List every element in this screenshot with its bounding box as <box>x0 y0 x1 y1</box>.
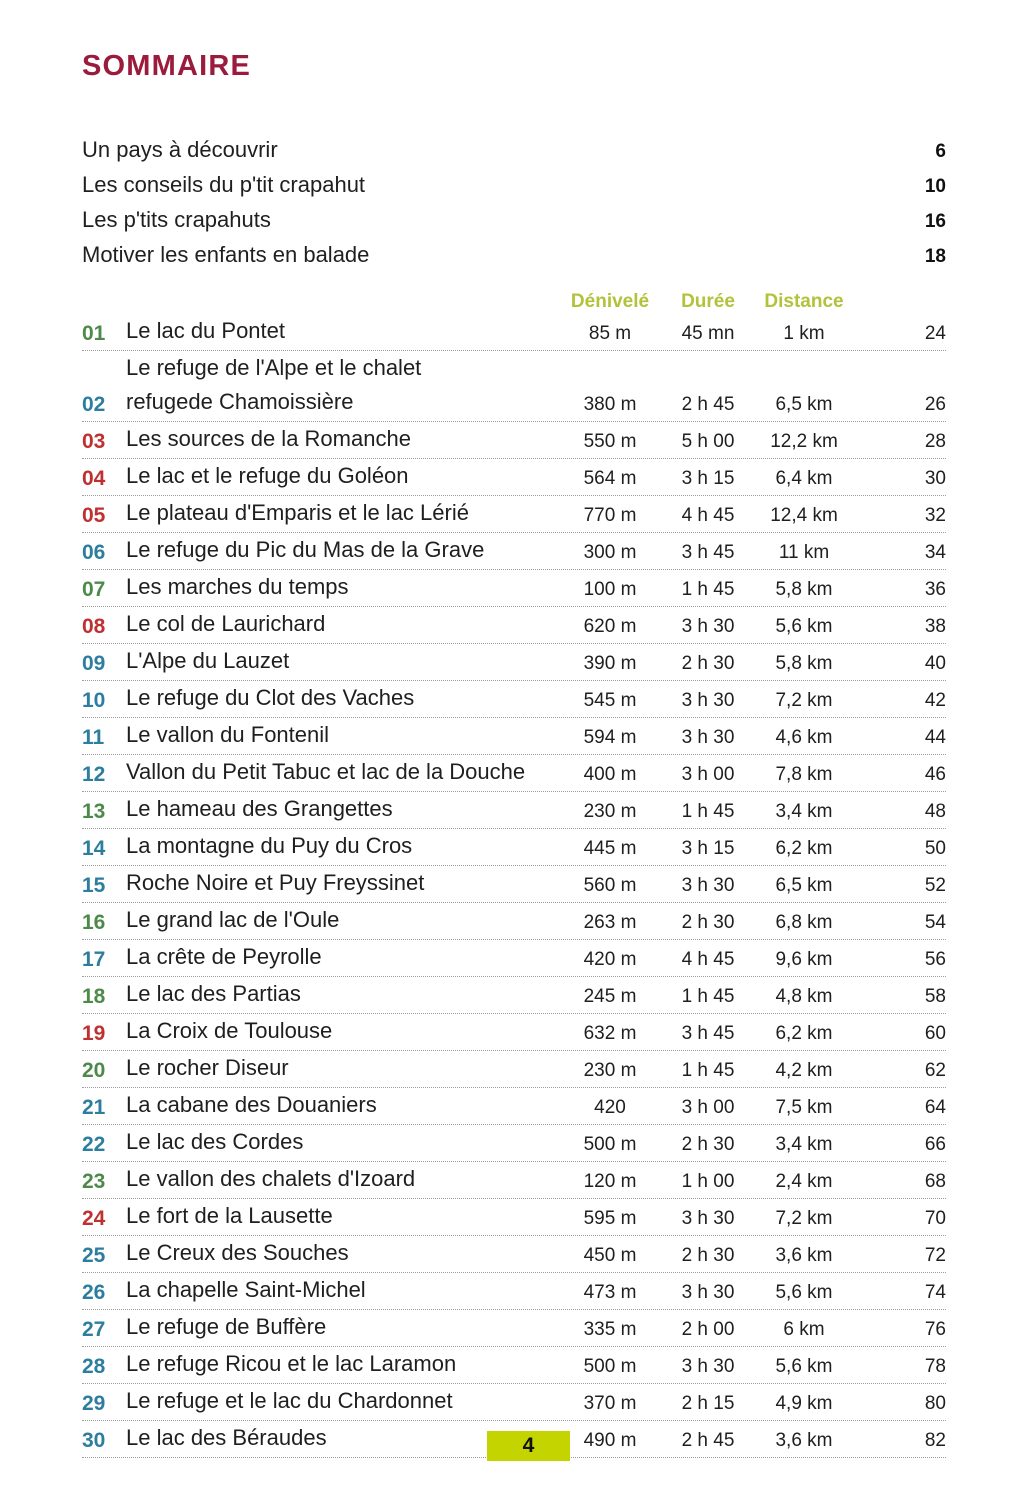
row-denivele: 770 m <box>583 505 637 526</box>
row-page-number: 80 <box>924 1393 946 1414</box>
row-denivele: 620 m <box>583 616 637 637</box>
row-number: 18 <box>82 985 106 1008</box>
table-row[interactable] <box>82 755 946 792</box>
row-distance: 6,5 km <box>775 875 833 896</box>
table-row[interactable] <box>82 681 946 718</box>
row-distance: 3,6 km <box>775 1245 833 1266</box>
row-page-number: 48 <box>924 801 946 822</box>
row-denivele: 595 m <box>583 1208 637 1229</box>
row-page-number: 70 <box>924 1208 946 1229</box>
row-duree: 1 h 45 <box>681 1060 735 1081</box>
row-denivele: 632 m <box>583 1023 637 1044</box>
row-title: Vallon du Petit Tabuc et lac de la Douche <box>126 759 526 784</box>
row-title: Le grand lac de l'Oule <box>126 907 340 932</box>
row-number: 06 <box>82 541 106 564</box>
row-page-number: 44 <box>924 727 946 748</box>
row-number: 11 <box>82 726 105 749</box>
row-duree: 2 h 15 <box>681 1393 735 1414</box>
row-page-number: 64 <box>924 1097 946 1118</box>
table-row[interactable] <box>82 866 946 903</box>
row-page-number: 56 <box>924 949 946 970</box>
row-distance: 6,4 km <box>775 468 833 489</box>
row-number: 25 <box>82 1244 106 1267</box>
row-page-number: 40 <box>924 653 946 674</box>
row-denivele: 263 m <box>583 912 637 933</box>
row-number: 03 <box>82 430 106 453</box>
table-row[interactable] <box>82 533 946 570</box>
row-duree: 3 h 30 <box>681 1282 735 1303</box>
row-duree: 3 h 30 <box>681 875 735 896</box>
row-denivele: 550 m <box>583 431 637 452</box>
table-row[interactable] <box>82 1199 946 1236</box>
row-page-number: 72 <box>924 1245 946 1266</box>
row-duree: 3 h 30 <box>681 690 735 711</box>
row-title: Le fort de la Lausette <box>126 1203 333 1228</box>
row-duree: 3 h 15 <box>681 468 735 489</box>
row-title: La chapelle Saint-Michel <box>126 1277 366 1302</box>
row-number: 05 <box>82 504 106 527</box>
row-title: Roche Noire et Puy Freyssinet <box>126 870 425 895</box>
intro-row[interactable] <box>82 242 946 277</box>
row-number: 29 <box>82 1392 106 1415</box>
row-duree: 3 h 30 <box>681 616 735 637</box>
row-number: 17 <box>82 948 106 971</box>
row-title-line2: refugede Chamoissière <box>126 389 354 414</box>
row-duree: 3 h 30 <box>681 1356 735 1377</box>
row-distance: 6,2 km <box>775 838 833 859</box>
row-number: 19 <box>82 1022 106 1045</box>
row-title: Le refuge de Buffère <box>126 1314 327 1339</box>
row-denivele: 445 m <box>583 838 637 859</box>
row-number: 22 <box>82 1133 106 1156</box>
table-row[interactable] <box>82 977 946 1014</box>
footer-page-badge <box>487 1431 570 1461</box>
row-denivele: 564 m <box>583 468 637 489</box>
row-denivele: 473 m <box>583 1282 637 1303</box>
row-page-number: 34 <box>924 542 946 563</box>
row-title: Le plateau d'Emparis et le lac Lérié <box>126 500 469 525</box>
table-row[interactable] <box>82 1125 946 1162</box>
row-denivele: 450 m <box>583 1245 637 1266</box>
table-row[interactable] <box>82 459 946 496</box>
page-title: SOMMAIRE <box>82 50 252 82</box>
intro-page-number: 6 <box>935 141 946 162</box>
row-number: 02 <box>82 393 106 416</box>
row-title-line1: Le refuge de l'Alpe et le chalet <box>126 355 422 380</box>
row-page-number: 54 <box>924 912 946 933</box>
row-denivele: 300 m <box>583 542 637 563</box>
table-row[interactable] <box>82 1162 946 1199</box>
intro-row[interactable] <box>82 137 946 172</box>
intro-label: Un pays à découvrir <box>82 137 278 162</box>
row-page-number: 50 <box>924 838 946 859</box>
row-duree: 3 h 00 <box>681 764 735 785</box>
row-page-number: 78 <box>924 1356 946 1377</box>
row-duree: 3 h 30 <box>681 727 735 748</box>
row-title: Le refuge et le lac du Chardonnet <box>126 1388 453 1413</box>
row-title: L'Alpe du Lauzet <box>126 648 290 673</box>
row-page-number: 68 <box>924 1171 946 1192</box>
header-page <box>856 291 946 313</box>
row-denivele: 230 m <box>583 1060 637 1081</box>
row-denivele: 100 m <box>583 579 637 600</box>
header-distance: Distance <box>764 291 844 312</box>
row-number: 24 <box>82 1207 106 1230</box>
row-denivele: 420 <box>594 1097 626 1118</box>
row-duree: 4 h 45 <box>681 505 735 526</box>
row-number: 23 <box>82 1170 106 1193</box>
row-duree: 2 h 30 <box>681 1134 735 1155</box>
row-page-number: 26 <box>924 394 946 415</box>
row-title: Le lac et le refuge du Goléon <box>126 463 409 488</box>
row-number: 26 <box>82 1281 106 1304</box>
row-distance: 3,4 km <box>775 801 833 822</box>
row-denivele: 370 m <box>583 1393 637 1414</box>
row-distance: 7,2 km <box>775 1208 833 1229</box>
intro-list <box>82 137 946 277</box>
row-number: 07 <box>82 578 106 601</box>
row-duree: 2 h 30 <box>681 653 735 674</box>
table-row[interactable] <box>82 1051 946 1088</box>
intro-row[interactable] <box>82 172 946 207</box>
row-title: Le vallon du Fontenil <box>126 722 330 747</box>
row-title: Le lac des Partias <box>126 981 301 1006</box>
table-row[interactable] <box>82 644 946 681</box>
row-number: 15 <box>82 874 106 897</box>
header-duree: Durée <box>681 291 735 312</box>
row-distance: 6,5 km <box>775 394 833 415</box>
row-page-number: 52 <box>924 875 946 896</box>
row-title: Les marches du temps <box>126 574 349 599</box>
intro-page-number: 18 <box>924 246 946 267</box>
row-number: 28 <box>82 1355 106 1378</box>
row-title <box>126 351 556 420</box>
row-title: Le rocher Diseur <box>126 1055 289 1080</box>
row-title: Le col de Laurichard <box>126 611 326 636</box>
table-row[interactable] <box>82 792 946 829</box>
row-page-number: 60 <box>924 1023 946 1044</box>
row-duree: 2 h 30 <box>681 912 735 933</box>
row-page-number: 58 <box>924 986 946 1007</box>
row-duree: 5 h 00 <box>681 431 735 452</box>
row-page-number: 82 <box>924 1430 946 1451</box>
intro-page-number: 10 <box>924 176 946 197</box>
row-duree: 2 h 00 <box>681 1319 735 1340</box>
row-distance: 3,4 km <box>775 1134 833 1155</box>
row-distance: 5,8 km <box>775 579 833 600</box>
row-title: La Croix de Toulouse <box>126 1018 333 1043</box>
row-distance: 6,2 km <box>775 1023 833 1044</box>
row-distance: 6 km <box>783 1319 825 1340</box>
header-denivele: Dénivelé <box>570 291 650 312</box>
row-page-number: 46 <box>924 764 946 785</box>
table-row[interactable] <box>82 718 946 755</box>
row-denivele: 380 m <box>583 394 637 415</box>
row-denivele: 560 m <box>583 875 637 896</box>
row-duree: 1 h 45 <box>681 579 735 600</box>
row-distance: 6,8 km <box>775 912 833 933</box>
row-distance: 3,6 km <box>775 1430 833 1451</box>
row-title: La crête de Peyrolle <box>126 944 322 969</box>
row-duree: 3 h 00 <box>681 1097 735 1118</box>
intro-label: Motiver les enfants en balade <box>82 242 370 267</box>
table-row[interactable] <box>82 1014 946 1051</box>
table-row[interactable] <box>82 1384 946 1421</box>
intro-row[interactable] <box>82 207 946 242</box>
row-duree: 2 h 30 <box>681 1245 735 1266</box>
table-row[interactable] <box>82 351 946 422</box>
row-number: 04 <box>82 467 106 490</box>
intro-label: Les p'tits crapahuts <box>82 207 271 232</box>
row-distance: 9,6 km <box>775 949 833 970</box>
row-title: Le lac du Pontet <box>126 318 286 343</box>
table-column-headers <box>82 291 946 313</box>
table-row[interactable] <box>82 422 946 459</box>
row-distance: 5,6 km <box>775 616 833 637</box>
toc-table <box>82 314 946 1458</box>
header-spacer <box>82 291 556 313</box>
row-duree: 1 h 45 <box>681 801 735 822</box>
row-number: 12 <box>82 763 106 786</box>
row-title: Le Creux des Souches <box>126 1240 349 1265</box>
row-duree: 4 h 45 <box>681 949 735 970</box>
row-denivele: 85 m <box>588 323 632 344</box>
row-distance: 7,5 km <box>775 1097 833 1118</box>
row-number: 20 <box>82 1059 106 1082</box>
row-title: La montagne du Puy du Cros <box>126 833 413 858</box>
row-page-number: 32 <box>924 505 946 526</box>
row-number: 16 <box>82 911 106 934</box>
row-number: 14 <box>82 837 106 860</box>
row-duree: 2 h 45 <box>681 394 735 415</box>
row-denivele: 120 m <box>583 1171 637 1192</box>
row-distance: 5,8 km <box>775 653 833 674</box>
row-distance: 4,6 km <box>775 727 833 748</box>
row-distance: 5,6 km <box>775 1282 833 1303</box>
row-page-number: 24 <box>924 323 946 344</box>
row-title: Le lac des Cordes <box>126 1129 304 1154</box>
row-page-number: 42 <box>924 690 946 711</box>
row-duree: 1 h 45 <box>681 986 735 1007</box>
row-denivele: 490 m <box>583 1430 637 1451</box>
row-number: 01 <box>82 322 106 345</box>
row-distance: 1 km <box>783 323 825 344</box>
table-row[interactable] <box>82 496 946 533</box>
table-row[interactable] <box>82 829 946 866</box>
row-page-number: 30 <box>924 468 946 489</box>
row-page-number: 62 <box>924 1060 946 1081</box>
row-duree: 45 mn <box>681 323 735 344</box>
intro-page-number: 16 <box>924 211 946 232</box>
intro-label: Les conseils du p'tit crapahut <box>82 172 366 197</box>
row-distance: 5,6 km <box>775 1356 833 1377</box>
row-denivele: 500 m <box>583 1356 637 1377</box>
row-duree: 2 h 45 <box>681 1430 735 1451</box>
row-number: 30 <box>82 1429 106 1452</box>
table-row[interactable] <box>82 1273 946 1310</box>
table-row[interactable] <box>82 903 946 940</box>
row-number: 27 <box>82 1318 106 1341</box>
row-number: 09 <box>82 652 106 675</box>
row-duree: 3 h 15 <box>681 838 735 859</box>
row-distance: 4,9 km <box>775 1393 833 1414</box>
row-page-number: 76 <box>924 1319 946 1340</box>
row-duree: 3 h 45 <box>681 542 735 563</box>
row-denivele: 594 m <box>583 727 637 748</box>
row-title: Le lac des Béraudes <box>126 1425 327 1450</box>
row-duree: 3 h 30 <box>681 1208 735 1229</box>
table-row[interactable] <box>82 1347 946 1384</box>
row-distance: 2,4 km <box>775 1171 833 1192</box>
row-distance: 7,8 km <box>775 764 833 785</box>
row-page-number: 28 <box>924 431 946 452</box>
row-denivele: 420 m <box>583 949 637 970</box>
row-number: 13 <box>82 800 106 823</box>
table-row[interactable] <box>82 940 946 977</box>
row-number: 10 <box>82 689 106 712</box>
row-title: Le vallon des chalets d'Izoard <box>126 1166 416 1191</box>
table-row[interactable] <box>82 1310 946 1347</box>
row-denivele: 230 m <box>583 801 637 822</box>
row-title: Le refuge Ricou et le lac Laramon <box>126 1351 457 1376</box>
row-denivele: 545 m <box>583 690 637 711</box>
row-page-number: 38 <box>924 616 946 637</box>
table-row[interactable] <box>82 570 946 607</box>
row-page-number: 74 <box>924 1282 946 1303</box>
footer-page-number: 4 <box>522 1434 535 1457</box>
row-distance: 7,2 km <box>775 690 833 711</box>
row-number: 08 <box>82 615 106 638</box>
row-number: 21 <box>82 1096 106 1119</box>
row-denivele: 245 m <box>583 986 637 1007</box>
row-denivele: 335 m <box>583 1319 637 1340</box>
row-title: Le refuge du Pic du Mas de la Grave <box>126 537 485 562</box>
row-page-number: 66 <box>924 1134 946 1155</box>
row-denivele: 400 m <box>583 764 637 785</box>
row-page-number: 36 <box>924 579 946 600</box>
row-distance: 4,8 km <box>775 986 833 1007</box>
row-title: Le refuge du Clot des Vaches <box>126 685 415 710</box>
row-distance: 4,2 km <box>775 1060 833 1081</box>
row-title: La cabane des Douaniers <box>126 1092 377 1117</box>
table-row[interactable] <box>82 1236 946 1273</box>
row-distance: 11 km <box>778 542 830 563</box>
table-row[interactable] <box>82 314 946 351</box>
row-duree: 3 h 45 <box>681 1023 735 1044</box>
row-distance: 12,2 km <box>770 431 838 452</box>
table-row[interactable] <box>82 607 946 644</box>
row-denivele: 390 m <box>583 653 637 674</box>
table-row[interactable] <box>82 1088 946 1125</box>
row-denivele: 500 m <box>583 1134 637 1155</box>
row-duree: 1 h 00 <box>681 1171 735 1192</box>
row-distance: 12,4 km <box>770 505 838 526</box>
row-title: Le hameau des Grangettes <box>126 796 393 821</box>
row-title: Les sources de la Romanche <box>126 426 411 451</box>
